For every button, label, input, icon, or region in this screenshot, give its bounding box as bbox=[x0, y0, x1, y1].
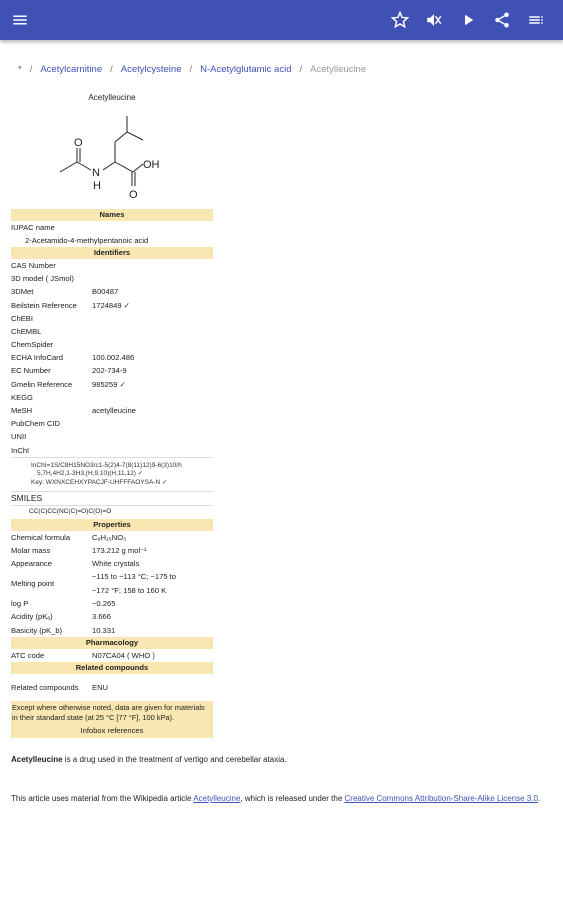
melting-point-value: −115 to −113 °C; −175 to bbox=[92, 572, 177, 582]
iupac-label: IUPAC name bbox=[11, 223, 55, 232]
section-header-properties: Properties bbox=[11, 519, 213, 531]
section-header-names: Names bbox=[11, 209, 213, 221]
breadcrumb-item[interactable]: N-Acetylglutamic acid bbox=[200, 64, 292, 75]
identifier-label: Beilstein Reference bbox=[11, 300, 77, 310]
identifier-label: ChEMBL bbox=[11, 326, 42, 336]
identifier-label: 3D model ( JSmol) bbox=[11, 274, 74, 284]
infobox-references-link[interactable]: Infobox references bbox=[11, 724, 213, 738]
property-label: Chemical formula bbox=[11, 532, 71, 542]
atom-label: O bbox=[74, 137, 83, 149]
property-label: log P bbox=[11, 599, 29, 609]
related-row bbox=[11, 674, 213, 701]
toc-icon[interactable] bbox=[524, 8, 548, 32]
property-value: White crystals bbox=[92, 559, 140, 569]
property-label: Basicity (pK_b) bbox=[11, 625, 63, 635]
breadcrumb-item[interactable]: Acetylcarnitine bbox=[40, 64, 103, 75]
identifier-label: ChEBI bbox=[11, 313, 33, 323]
atc-label: ATC code bbox=[11, 650, 45, 660]
atom-label: N bbox=[92, 167, 100, 179]
identifier-value: acetylleucine bbox=[92, 406, 136, 416]
section-header-pharmacology: Pharmacology bbox=[11, 637, 213, 649]
breadcrumb: * / Acetylcarnitine / Acetylcysteine / N-Acetylglutamic acid / Acetylleucine bbox=[18, 64, 367, 75]
share-icon[interactable] bbox=[490, 8, 514, 32]
structure-caption: Acetylleucine bbox=[88, 93, 136, 102]
identifier-value: 985259 ✓ bbox=[92, 379, 126, 389]
identifier-value: B00487 bbox=[92, 287, 119, 297]
inchi-key: Key: WXNXCEHXYPACJF-UHFFFAOYSA-N ✓ bbox=[31, 478, 168, 486]
property-row bbox=[11, 611, 213, 624]
star-icon[interactable] bbox=[388, 8, 412, 32]
breadcrumb-current: Acetylleucine bbox=[310, 64, 367, 75]
smiles-label: SMILES bbox=[11, 493, 43, 504]
identifier-label: ECHA InfoCard bbox=[11, 353, 63, 363]
inchi-line: InChI=1S/C8H15NO3/c1-5(2)4-7(8(11)12)9-6(3)10/h bbox=[31, 462, 182, 469]
section-header-identifiers: Identifiers bbox=[11, 247, 213, 259]
atom-label: OH bbox=[143, 159, 160, 171]
identifier-row bbox=[11, 431, 213, 444]
identifier-label: Gmelin Reference bbox=[11, 379, 73, 389]
property-value: C₈H₁₅NO₃ bbox=[92, 532, 127, 542]
section-header-related: Related compounds bbox=[11, 662, 213, 674]
identifier-row bbox=[11, 325, 213, 338]
wikipedia-article-link[interactable]: Acetylleucine bbox=[193, 794, 241, 803]
volume-off-icon[interactable] bbox=[422, 8, 446, 32]
infobox-note: Except where otherwise noted, data are given for materials in their standard state (at 25 °C [77 °F], 100 kPa). bbox=[11, 701, 213, 724]
melting-point-label: Melting point bbox=[11, 579, 55, 589]
structure-diagram[interactable] bbox=[55, 106, 175, 202]
property-label: Acidity (pKₐ) bbox=[11, 612, 53, 622]
property-label: Molar mass bbox=[11, 545, 51, 555]
identifier-label: UNII bbox=[11, 432, 27, 442]
atom-label: H bbox=[93, 180, 101, 192]
lead-paragraph bbox=[11, 755, 287, 764]
property-value: 173.212 g mol⁻¹ bbox=[92, 545, 147, 555]
lead-text: is a drug used in the treatment of vertigo and cerebellar ataxia. bbox=[62, 755, 287, 764]
identifier-label: KEGG bbox=[11, 392, 33, 402]
identifier-row bbox=[11, 299, 213, 312]
identifier-label: CAS Number bbox=[11, 260, 56, 270]
property-row bbox=[11, 624, 213, 637]
identifier-row bbox=[11, 338, 213, 351]
app-bar bbox=[0, 0, 563, 40]
identifier-row bbox=[11, 378, 213, 391]
identifier-label: InChI bbox=[11, 445, 30, 455]
identifier-value: 100.002.486 bbox=[92, 353, 135, 363]
identifier-row bbox=[11, 444, 213, 457]
identifier-row bbox=[11, 391, 213, 404]
property-row bbox=[11, 531, 213, 544]
identifier-row bbox=[11, 272, 213, 285]
infobox bbox=[11, 209, 213, 738]
identifier-value: 1724849 ✓ bbox=[92, 300, 131, 310]
identifier-label: EC Number bbox=[11, 366, 51, 376]
identifier-row bbox=[11, 286, 213, 299]
iupac-value: 2-Acetamido-4-methylpentanoic acid bbox=[25, 236, 149, 246]
atom-label: O bbox=[129, 189, 138, 201]
identifier-label: 3DMet bbox=[11, 287, 34, 297]
license-link[interactable]: Creative Commons Attribution-Share-Alike License 3.0 bbox=[344, 794, 538, 803]
identifier-label: MeSH bbox=[11, 406, 33, 416]
identifier-row bbox=[11, 259, 213, 272]
inchi-block bbox=[11, 457, 213, 492]
property-row bbox=[11, 544, 213, 557]
identifier-row bbox=[11, 417, 213, 430]
property-row bbox=[11, 557, 213, 570]
related-value[interactable]: ENU bbox=[92, 682, 109, 692]
inchi-line: 5,7H,4H2,1-3H3,(H,9,10)(H,11,12) ✓ bbox=[37, 470, 144, 478]
identifier-label: PubChem CID bbox=[11, 419, 60, 429]
identifier-row bbox=[11, 312, 213, 325]
property-value: 3.666 bbox=[92, 612, 112, 622]
attribution: This article uses material from the Wikipedia article Acetylleucine, which is released under the Creative Commons Attribution-Share-Alike License 3.0. bbox=[11, 794, 541, 803]
melting-point-value: −172 °F; 158 to 160 K bbox=[92, 585, 167, 595]
identifier-value: 202-734-9 bbox=[92, 366, 127, 376]
lead-bold: Acetylleucine bbox=[11, 755, 63, 764]
property-row bbox=[11, 597, 213, 610]
breadcrumb-home[interactable]: * bbox=[18, 64, 22, 75]
identifier-label: ChemSpider bbox=[11, 340, 54, 350]
melting-point-row bbox=[11, 570, 213, 597]
menu-icon[interactable] bbox=[8, 8, 32, 32]
atc-value[interactable]: N07CA04 ( WHO ) bbox=[92, 650, 155, 660]
play-icon[interactable] bbox=[456, 8, 480, 32]
property-label: Appearance bbox=[11, 559, 52, 569]
breadcrumb-item[interactable]: Acetylcysteine bbox=[120, 64, 182, 75]
property-value: −0.265 bbox=[92, 599, 116, 609]
identifier-row bbox=[11, 404, 213, 417]
related-label: Related compounds bbox=[11, 682, 79, 692]
property-value: 10.331 bbox=[92, 625, 116, 635]
smiles-value: CC(C)CC(NC(C)=O)C(O)=O bbox=[11, 505, 213, 519]
atc-row bbox=[11, 649, 213, 662]
identifier-row bbox=[11, 365, 213, 378]
identifier-row bbox=[11, 352, 213, 365]
